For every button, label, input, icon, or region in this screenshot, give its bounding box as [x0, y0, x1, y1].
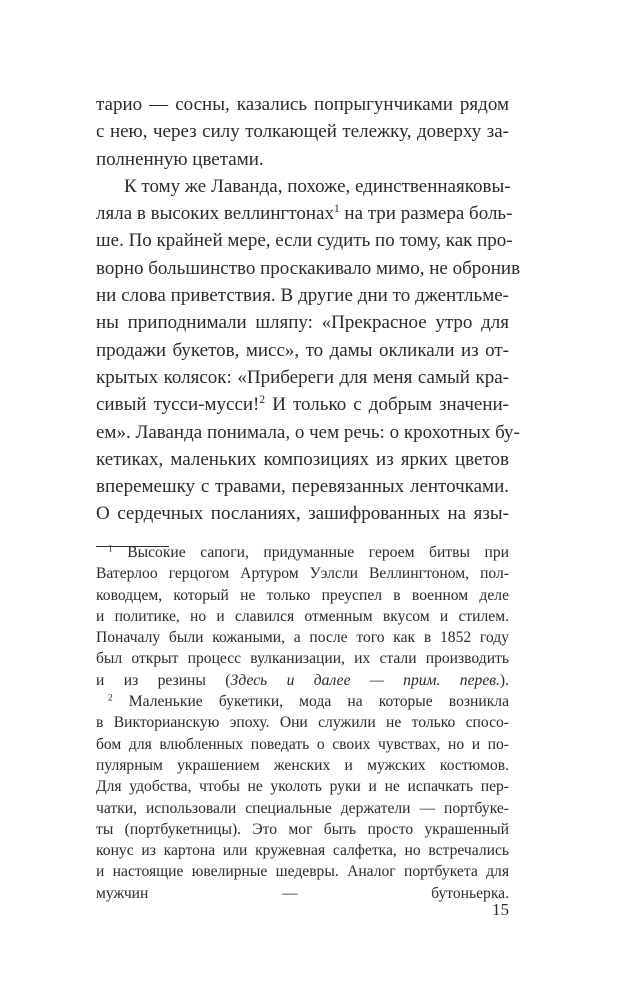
text-fragment: ляла в высоких веллингтонах — [96, 203, 334, 225]
main-text — [96, 91, 521, 528]
text-line: О сердечных посланиях, зашифрованных на язы- — [96, 503, 509, 525]
footnote-ref[interactable]: 2 — [259, 394, 266, 407]
footnote-line: в Викторианскую эпоху. Они служили не только спосо- — [96, 714, 509, 732]
footnote-line: мужчин — бутоньерка. — [96, 884, 509, 902]
text-line: вперемешку с травами, перевязанных ленточками. — [96, 476, 509, 498]
footnote-line: пулярным украшением женских и мужских костюмов. — [96, 756, 509, 774]
text-line: продажи букетов, мисс», то дамы окликали из от- — [96, 339, 509, 361]
footnote-line: и политике, но и славился отменным вкусом и стилем. — [96, 607, 509, 625]
footnote-line — [96, 691, 509, 712]
text-line: ше. По крайней мере, если судить по тому, как про- — [96, 230, 513, 252]
footnote-line: чатки, использовали специальные держатели — портбуке- — [96, 799, 509, 817]
footnote-line: ководцем, который не только преуспел в военном деле — [96, 586, 509, 604]
text-line: тарио — сосны, казались попрыгунчиками рядом — [96, 94, 509, 115]
text-fragment: Маленькие букетики, мода на которые возникла — [128, 693, 509, 711]
text-line — [96, 200, 513, 227]
footnotes — [96, 542, 509, 904]
text-fragment: И только с добрым значени- — [272, 394, 510, 416]
footnote-line: Поначалу были кожаными, а после того как в 1852 году — [96, 629, 509, 647]
text-line: К тому же Лаванда, похоже, единственнаяковы- — [124, 175, 511, 197]
text-fragment: на три размера боль- — [344, 203, 513, 225]
text-line: ворно большинство проскакивало мимо, не обронив — [96, 257, 521, 279]
text-line: ни слова приветствия. В другие дни то джентльме- — [96, 285, 509, 307]
text-line: полненную цветами. — [96, 148, 264, 170]
footnote-mark: 1 — [108, 544, 113, 555]
text-line: крытых колясок: «Прибереги для меня самый кра- — [96, 366, 509, 388]
footnote-line: и настоящие ювелирные шедевры. Аналог портбукета для — [96, 863, 509, 881]
footnote-line: Для удобства, чтобы не уколоть руки и не испачкать пер- — [96, 778, 509, 796]
text-fragment: ). — [499, 671, 509, 689]
text-fragment: и из резины ( — [96, 671, 231, 689]
italic-note: Здесь и далее — прим. перев. — [230, 671, 500, 689]
footnote-line: конус из картона или кружевная салфетка, но встречались — [96, 842, 509, 860]
footnote-line: Ватерлоо герцогом Артуром Уэлсли Веллингтоном, пол- — [96, 565, 509, 583]
footnote-mark: 2 — [108, 693, 113, 704]
footnote-line — [96, 670, 509, 691]
text-line — [96, 391, 509, 418]
footnote-line: ты (портбукетницы). Это мог быть просто украшенный — [96, 820, 509, 838]
text-line: ны приподнимали шляпу: «Прекрасное утро для — [96, 312, 509, 334]
text-line: кетиках, маленьких композициях из ярких цветов — [96, 448, 509, 470]
footnote-line: бом для влюбленных поведать о своих чувствах, но и по- — [96, 735, 509, 753]
page-number: 15 — [492, 900, 509, 919]
text-line: ем». Лаванда понимала, о чем речь: о крохотных бу- — [96, 421, 520, 443]
footnote-line: был открыт процесс вулканизации, их стали производить — [96, 650, 509, 668]
footnote-line — [96, 542, 509, 563]
text-fragment: Высокие сапоги, придуманные героем битвы при — [127, 544, 509, 561]
text-fragment: сивый тусси-мусси! — [96, 394, 260, 416]
text-line: с нею, через силу толкающей тележку, доверху за- — [96, 121, 509, 143]
footnote-ref[interactable]: 1 — [333, 203, 340, 216]
